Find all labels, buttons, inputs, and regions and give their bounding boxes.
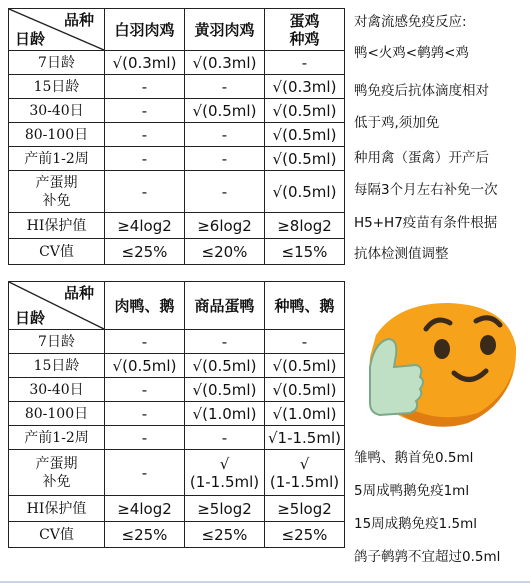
table-cell: √(0.5ml) xyxy=(265,99,345,123)
table-cell: √(1.0ml) xyxy=(185,402,265,426)
column-header: 黄羽肉鸡 xyxy=(185,9,265,51)
row-label: 7日龄 xyxy=(9,51,105,75)
table-row xyxy=(9,239,345,265)
row-label: HI保护值 xyxy=(9,213,105,239)
table-cell: ≥4log2 xyxy=(105,496,185,522)
table-cell: - xyxy=(185,123,265,147)
table-header-row xyxy=(9,9,345,51)
row-label: 7日龄 xyxy=(9,330,105,354)
table-cell: - xyxy=(105,171,185,213)
table-cell: - xyxy=(105,426,185,450)
table-cell: - xyxy=(105,450,185,496)
table-cell: √(0.5ml) xyxy=(185,378,265,402)
table-cell: √(0.5ml) xyxy=(105,354,185,378)
table-row xyxy=(9,123,345,147)
table-row xyxy=(9,213,345,239)
table-cell: - xyxy=(185,75,265,99)
note-line: 鸽子鹌鹑不宜超过0.5ml xyxy=(354,549,501,565)
note-line: 低于鸡,须加免 xyxy=(354,115,440,131)
table-cell: ≤25% xyxy=(105,522,185,548)
row-label: 30-40日 xyxy=(9,99,105,123)
table-cell: - xyxy=(265,330,345,354)
note-line: 15周成鹅免疫1.5ml xyxy=(354,516,478,532)
table-cell: ≤25% xyxy=(265,522,345,548)
vaccination-table-duck-goose xyxy=(8,281,345,548)
table-cell: √ (1-1.5ml) xyxy=(265,450,345,496)
table-cell: ≥6log2 xyxy=(185,213,265,239)
table-cell: - xyxy=(105,147,185,171)
thumbs-up-emoji-icon xyxy=(358,295,523,435)
table-row xyxy=(9,522,345,548)
table-row xyxy=(9,378,345,402)
corner-label-breed: 品种 xyxy=(63,11,94,29)
table-cell: - xyxy=(105,75,185,99)
row-label: HI保护值 xyxy=(9,496,105,522)
row-label: 30-40日 xyxy=(9,378,105,402)
table-cell: √(0.5ml) xyxy=(185,354,265,378)
table-cell: √1-1.5ml) xyxy=(265,426,345,450)
table-cell: √(0.5ml) xyxy=(185,99,265,123)
column-header: 肉鸭、鹅 xyxy=(105,282,185,330)
row-label: 80-100日 xyxy=(9,123,105,147)
table-row xyxy=(9,496,345,522)
row-label: 15日龄 xyxy=(9,354,105,378)
table-cell: ≥4log2 xyxy=(105,213,185,239)
row-label: 15日龄 xyxy=(9,75,105,99)
table-row xyxy=(9,402,345,426)
table-cell: - xyxy=(185,330,265,354)
table-cell: - xyxy=(265,51,345,75)
column-header: 种鸭、鹅 xyxy=(265,282,345,330)
note-line: 每隔3个月左右补免一次 xyxy=(354,182,498,198)
table-cell: √(0.3ml) xyxy=(265,75,345,99)
table-cell: √(0.5ml) xyxy=(265,378,345,402)
note-line: 雏鸭、鹅首免0.5ml xyxy=(354,450,474,466)
column-header: 蛋鸡 种鸡 xyxy=(265,9,345,51)
table-row xyxy=(9,75,345,99)
column-header: 商品蛋鸭 xyxy=(185,282,265,330)
table-cell: √(0.3ml) xyxy=(185,51,265,75)
table-cell: - xyxy=(105,402,185,426)
table-cell: ≤25% xyxy=(185,522,265,548)
table-cell: √(1.0ml) xyxy=(265,402,345,426)
corner-label-breed: 品种 xyxy=(63,284,94,302)
note-line: 种用禽（蛋禽）开产后 xyxy=(354,150,489,166)
table-row xyxy=(9,330,345,354)
table-cell: - xyxy=(105,99,185,123)
table-cell: √(0.3ml) xyxy=(105,51,185,75)
note-line: 鸭免疫后抗体滴度相对 xyxy=(354,83,489,99)
table-row xyxy=(9,147,345,171)
note-line: 鸭<火鸡<鹌鹑<鸡 xyxy=(354,45,469,61)
table-corner-cell xyxy=(9,282,105,330)
table-cell: - xyxy=(185,426,265,450)
table-cell: ≥8log2 xyxy=(265,213,345,239)
table-row xyxy=(9,51,345,75)
corner-label-age: 日龄 xyxy=(15,309,46,327)
table-cell: ≤25% xyxy=(105,239,185,265)
table-cell: - xyxy=(105,330,185,354)
row-label: 产蛋期 补免 xyxy=(9,450,105,496)
corner-label-age: 日龄 xyxy=(15,30,46,48)
table-cell: - xyxy=(185,171,265,213)
row-label: 产蛋期 补免 xyxy=(9,171,105,213)
table-cell: ≥5log2 xyxy=(265,496,345,522)
table-header-row xyxy=(9,282,345,330)
table-cell: √(0.5ml) xyxy=(265,147,345,171)
vaccination-table-chicken xyxy=(8,8,345,265)
note-line: 抗体检测值调整 xyxy=(354,246,449,262)
table-cell: ≥5log2 xyxy=(185,496,265,522)
table-row xyxy=(9,354,345,378)
table-cell: √ (1-1.5ml) xyxy=(185,450,265,496)
table-cell: √(0.5ml) xyxy=(265,354,345,378)
table-row xyxy=(9,426,345,450)
table-corner-cell xyxy=(9,9,105,51)
column-header: 白羽肉鸡 xyxy=(105,9,185,51)
row-label: CV值 xyxy=(9,522,105,548)
note-line: 对禽流感免疫反应: xyxy=(354,14,467,30)
row-label: CV值 xyxy=(9,239,105,265)
table-row xyxy=(9,171,345,213)
table-cell: ≤15% xyxy=(265,239,345,265)
note-line: H5+H7疫苗有条件根据 xyxy=(354,215,498,231)
table-cell: - xyxy=(185,147,265,171)
table-cell: √(0.5ml) xyxy=(265,171,345,213)
note-line: 5周成鸭鹅免疫1ml xyxy=(354,483,470,499)
row-label: 产前1-2周 xyxy=(9,147,105,171)
table-cell: √(0.5ml) xyxy=(265,123,345,147)
table-cell: - xyxy=(105,123,185,147)
row-label: 80-100日 xyxy=(9,402,105,426)
table-row xyxy=(9,450,345,496)
table-cell: - xyxy=(105,378,185,402)
table-row xyxy=(9,99,345,123)
table-cell: ≤20% xyxy=(185,239,265,265)
row-label: 产前1-2周 xyxy=(9,426,105,450)
